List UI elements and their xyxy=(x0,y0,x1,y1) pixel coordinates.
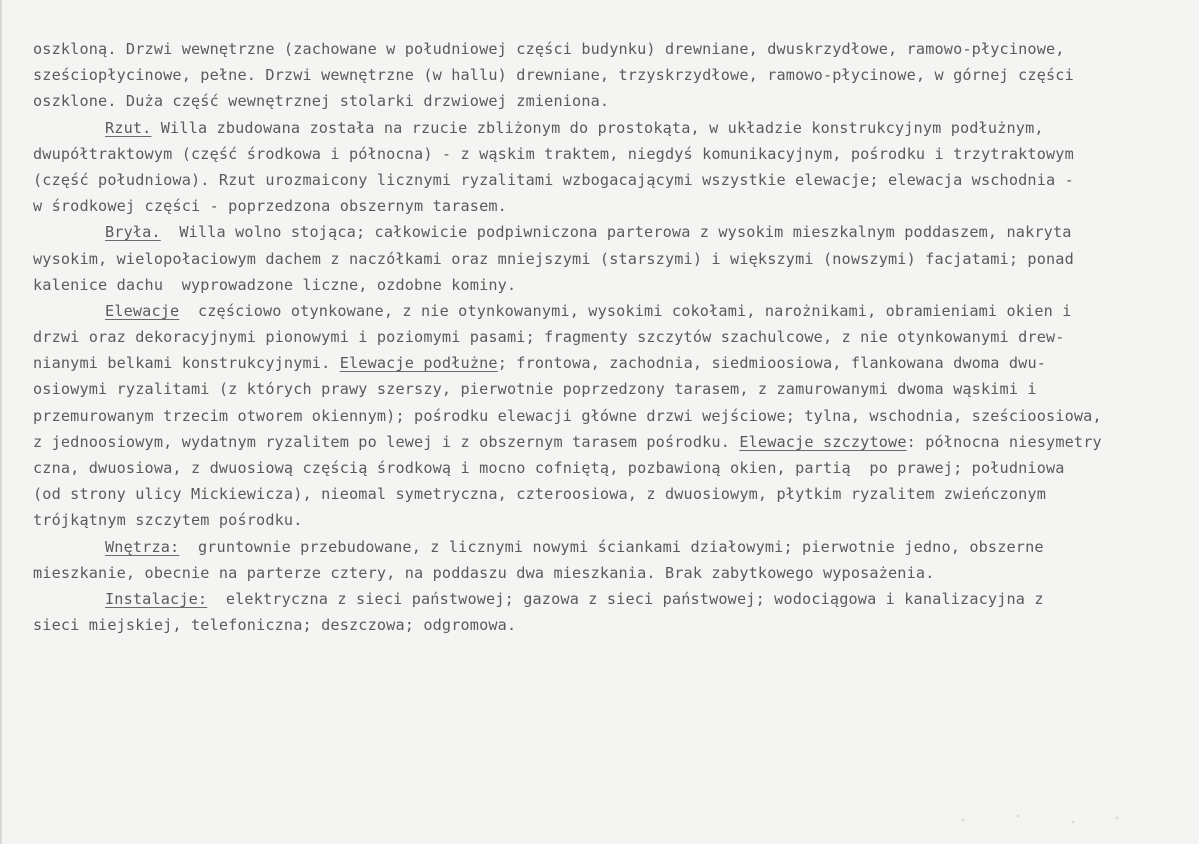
text-line: czna, dwuosiowa, z dwuosiową częścią środkową i mocno cofniętą, pozbawioną okien, partią po prawej; południowa xyxy=(33,459,1065,477)
text-line: przemurowanym trzecim otworem okiennym); pośrodku elewacji główne drzwi wejściowe; tylna, wschodnia, sześcioosiowa, xyxy=(33,406,1102,425)
section-heading-rzut: Rzut. xyxy=(105,118,152,137)
text-line: (od strony ulicy Mickiewicza), nieomal symetryczna, czteroosiowa, z dwuosiowym, płytkim ryzalitem zwieńczonym xyxy=(33,485,1047,504)
text-line: sześciopłycinowe, pełne. Drzwi wewnętrzne (w hallu) drewniane, trzyskrzydłowe, ramowo-płycinowe, w górnej części xyxy=(33,66,1074,85)
text-line xyxy=(33,350,1199,376)
text-fragment: Willa zbudowana została na rzucie zbliżonym do prostokąta, w układzie konstrukcyjnym podłużnym, xyxy=(160,118,1044,137)
text-line: sieci miejskiej, telefoniczna; deszczowa; odgromowa. xyxy=(33,616,517,635)
text-line xyxy=(33,429,1199,455)
text-fragment: ; frontowa, zachodnia, siedmioosiowa, flankowana dwoma dwu- xyxy=(497,354,1047,373)
section-heading-elewacje: Elewacje xyxy=(105,301,180,320)
text-fragment: elektryczna z sieci państwowej; gazowa z sieci państwowej; wodociągowa i kanalizacyjna z xyxy=(225,589,1044,608)
text-line: mieszkanie, obecnie na parterze cztery, na poddaszu dwa mieszkania. Brak zabytkowego wyposażenia. xyxy=(33,563,935,582)
text-fragment: Willa wolno stojąca; całkowicie podpiwniczona parterowa z wysokim mieszkalnym poddaszem, nakryta xyxy=(179,223,1072,242)
section-wnetrza-first-line xyxy=(33,534,1199,560)
section-rzut-first-line xyxy=(33,115,1199,141)
text-fragment: częściowo otynkowane, z nie otynkowanymi, wysokimi cokołami, narożnikami, obramieniami okien i xyxy=(197,301,1072,320)
text-fragment: nianymi belkami konstrukcyjnymi. xyxy=(33,354,331,373)
text-line: kalenice dachu wyprowadzone liczne, ozdobne kominy. xyxy=(33,275,517,294)
subheading-elewacje-szczytowe: Elewacje szczytowe xyxy=(739,432,907,451)
text-line: wysokim, wielopołaciowym dachem z naczółkami oraz mniejszymi (starszymi) i większymi (nowszymi) facjatami; ponad xyxy=(33,249,1074,268)
text-line: w środkowej części - poprzedzona obszernym tarasem. xyxy=(33,197,507,216)
section-instalacje-first-line xyxy=(33,586,1199,612)
section-heading-wnetrza: Wnętrza: xyxy=(105,537,180,556)
text-line: osiowymi ryzalitami (z których prawy szerszy, pierwotnie poprzedzony tarasem, z zamurowanymi dwoma wąskimi i xyxy=(33,380,1037,399)
section-heading-bryla: Bryła. xyxy=(105,223,161,242)
section-bryla-first-line xyxy=(33,219,1199,245)
text-fragment: : północna niesymetry xyxy=(906,432,1102,451)
text-line: oszklone. Duża część wewnętrznej stolarki drzwiowej zmieniona. xyxy=(33,92,610,111)
text-fragment: z jednoosiowym, wydatnym ryzalitem po lewej i z obszernym tarasem pośrodku. xyxy=(33,432,731,451)
section-heading-instalacje: Instalacje: xyxy=(105,589,208,608)
paper-smudge xyxy=(919,810,1139,830)
subheading-elewacje-podluzne: Elewacje podłużne xyxy=(339,354,498,373)
text-line: drzwi oraz dekoracyjnymi pionowymi i poziomymi pasami; fragmenty szczytów szachulcowe, z nie otynkowanymi drew- xyxy=(33,328,1065,347)
text-line: dwupółtraktowym (część środkowa i północna) - z wąskim traktem, niegdyś komunikacyjnym, pośrodku i trzytraktowym xyxy=(33,144,1074,163)
text-fragment: gruntownie przebudowane, z licznymi nowymi ściankami działowymi; pierwotnie jedno, obszerne xyxy=(197,537,1044,556)
text-line: trójkątnym szczytem pośrodku. xyxy=(33,511,303,530)
text-line: oszkloną. Drzwi wewnętrzne (zachowane w południowej części budynku) drewniane, dwuskrzydłowe, ramowo-płycinowe, xyxy=(33,40,1065,58)
text-line: (część południowa). Rzut urozmaicony licznymi ryzalitami wzbogacającymi wszystkie elewacje; elewacja wschodnia - xyxy=(33,170,1074,189)
document-text xyxy=(33,36,1199,638)
section-elewacje-first-line xyxy=(33,298,1199,324)
